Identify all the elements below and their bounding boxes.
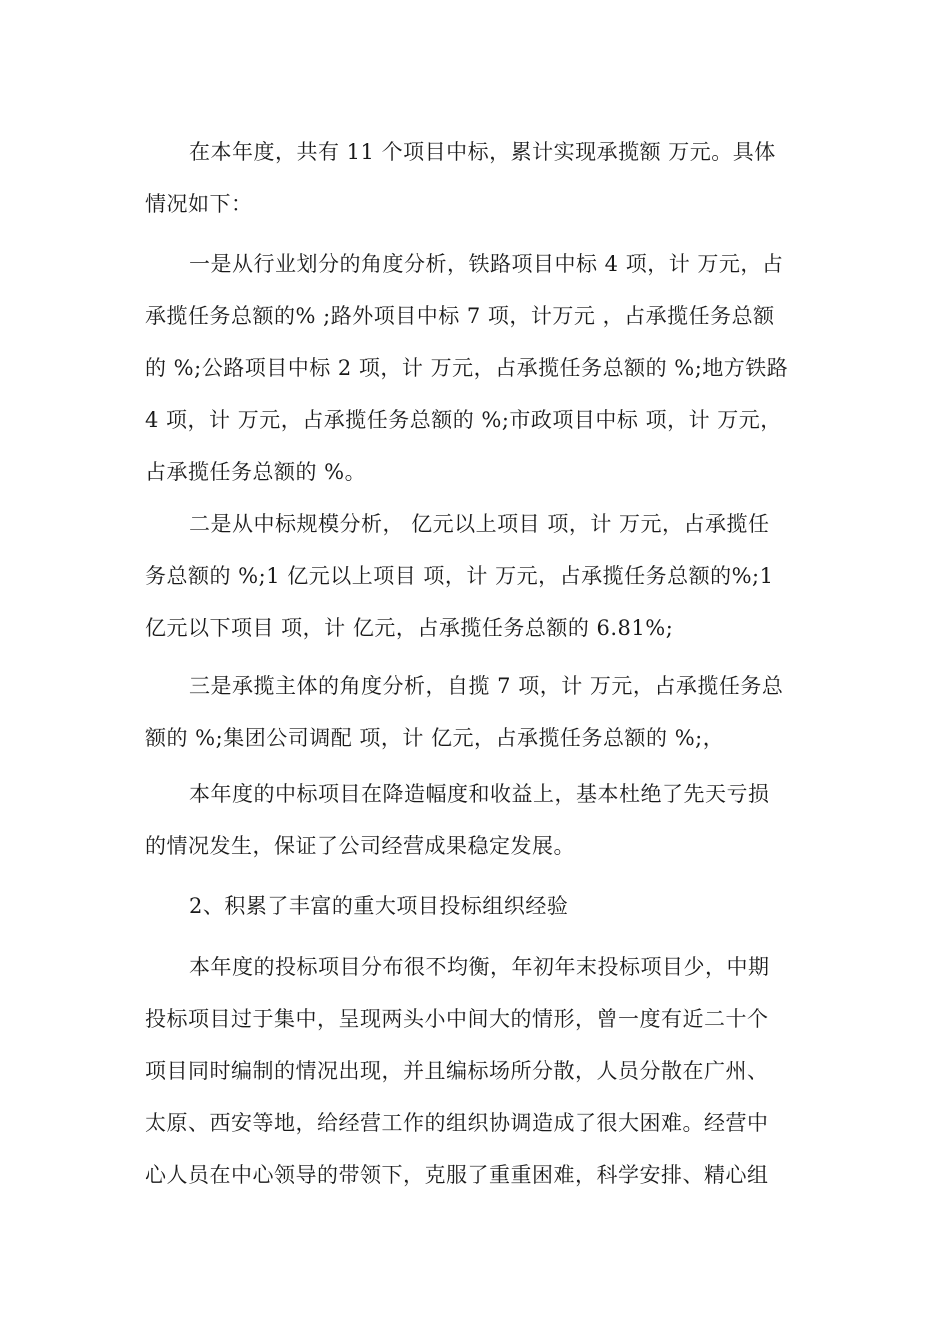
text-line: 项目同时编制的情况出现，并且编标场所分散，人员分散在广州、 bbox=[145, 1059, 769, 1083]
heading-line: 2、积累了丰富的重大项目投标组织经验 bbox=[189, 894, 569, 918]
paragraph-scale-analysis bbox=[145, 498, 805, 654]
text-line: 太原、西安等地，给经营工作的组织协调造成了很大困难。经营中 bbox=[145, 1111, 769, 1135]
text-line: 投标项目过于集中，呈现两头小中间大的情形，曾一度有近二十个 bbox=[145, 1007, 769, 1031]
paragraph-summary bbox=[145, 126, 805, 230]
text-line: 4 项，计 万元，占承揽任务总额的 %;市政项目中标 项，计 万元， bbox=[145, 408, 782, 432]
paragraph-subject-analysis bbox=[145, 660, 805, 764]
text-line: 的情况发生，保证了公司经营成果稳定发展。 bbox=[145, 834, 575, 858]
text-line: 务总额的 %;1 亿元以上项目 项，计 万元，占承揽任务总额的%;1 bbox=[145, 564, 774, 588]
text-line: 二是从中标规模分析， 亿元以上项目 项，计 万元，占承揽任 bbox=[189, 512, 770, 536]
paragraph-industry-analysis bbox=[145, 238, 805, 498]
text-line: 心人员在中心领导的带领下，克服了重重困难，科学安排、精心组 bbox=[145, 1163, 769, 1187]
text-line: 一是从行业划分的角度分析，铁路项目中标 4 项，计 万元，占 bbox=[189, 252, 784, 276]
paragraph-bidding-experience bbox=[145, 941, 805, 1201]
text-line: 情况如下： bbox=[145, 192, 253, 216]
text-line: 在本年度，共有 11 个项目中标，累计实现承揽额 万元。具体 bbox=[189, 140, 776, 164]
text-line: 的 %;公路项目中标 2 项，计 万元，占承揽任务总额的 %;地方铁路 bbox=[145, 356, 789, 380]
section-heading bbox=[145, 880, 805, 932]
text-line: 承揽任务总额的% ;路外项目中标 7 项，计万元 ，占承揽任务总额 bbox=[145, 304, 775, 328]
text-line: 本年度的中标项目在降造幅度和收益上，基本杜绝了先天亏损 bbox=[189, 782, 770, 806]
text-line: 三是承揽主体的角度分析，自揽 7 项，计 万元，占承揽任务总 bbox=[189, 674, 784, 698]
text-line: 额的 %;集团公司调配 项，计 亿元，占承揽任务总额的 %;， bbox=[145, 726, 725, 750]
text-line: 本年度的投标项目分布很不均衡，年初年末投标项目少，中期 bbox=[189, 955, 770, 979]
text-line: 占承揽任务总额的 %。 bbox=[145, 460, 367, 484]
text-line: 亿元以下项目 项，计 亿元，占承揽任务总额的 6.81%; bbox=[145, 616, 674, 640]
paragraph-results bbox=[145, 768, 805, 872]
